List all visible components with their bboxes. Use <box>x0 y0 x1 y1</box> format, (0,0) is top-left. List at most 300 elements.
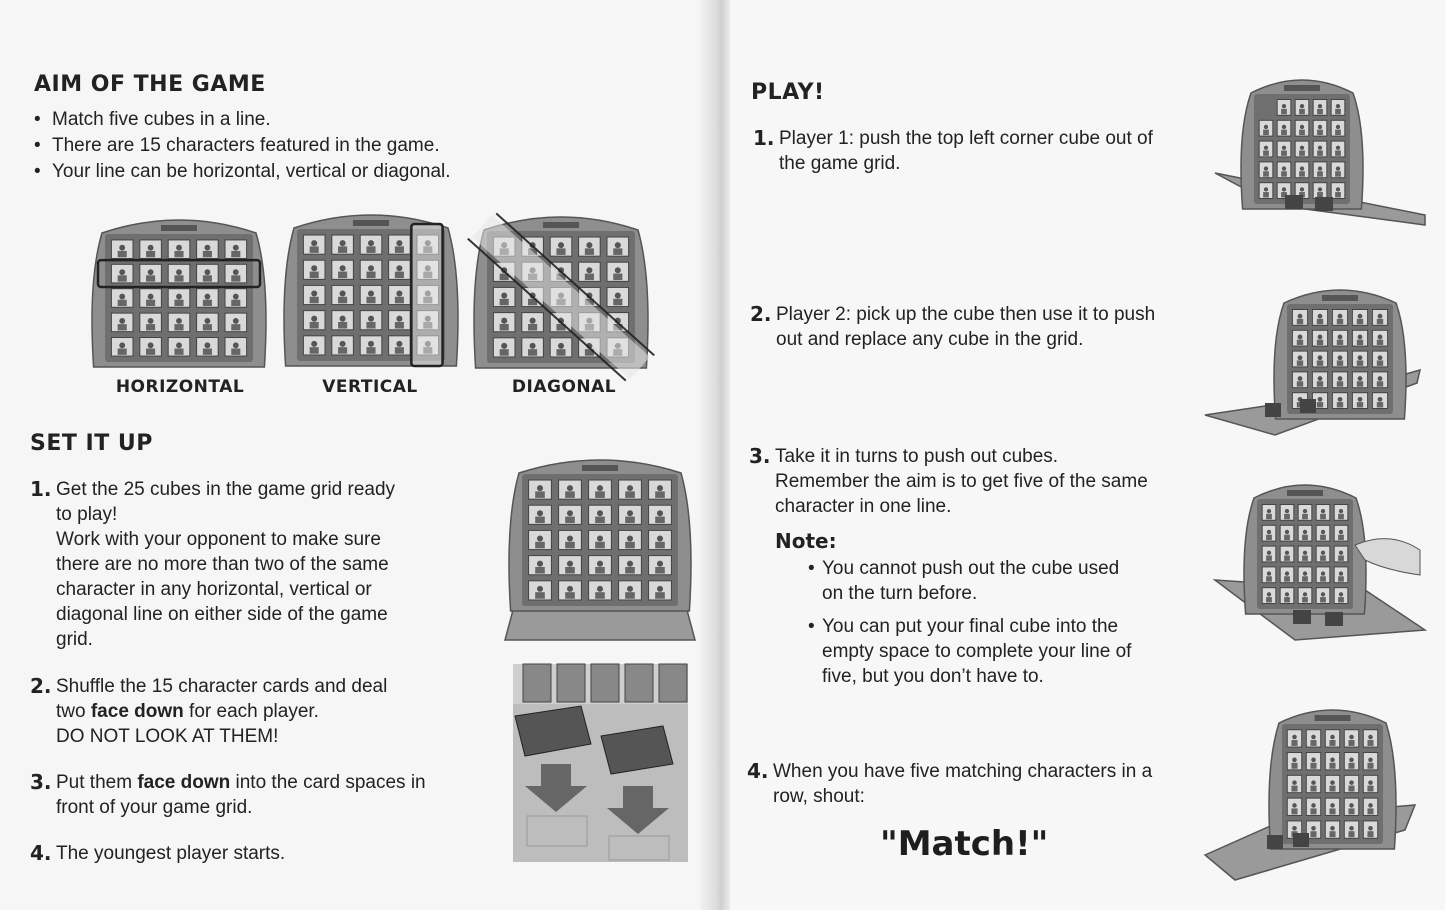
card-slot-card <box>1325 612 1343 626</box>
diagonal-board-illustration <box>470 202 652 374</box>
cube-portrait-body <box>1338 576 1344 581</box>
cube-portrait-body <box>1302 535 1308 540</box>
cube-portrait-body <box>1291 808 1297 814</box>
cube-portrait-body <box>1357 381 1363 386</box>
cube-portrait <box>233 342 239 348</box>
cube-portrait-body <box>1348 786 1354 792</box>
cube-portrait-body <box>1320 514 1326 519</box>
cube-portrait <box>1330 735 1335 740</box>
cube-portrait-body <box>203 324 212 330</box>
cube-portrait <box>1282 146 1286 150</box>
board-slot <box>543 222 579 228</box>
cube-portrait <box>1300 187 1304 191</box>
aim-bullet: • There are 15 characters featured in the game. <box>34 133 451 159</box>
cube-portrait <box>176 342 182 348</box>
vertical-board-illustration <box>280 200 462 372</box>
cube-portrait-body <box>595 517 605 524</box>
cube-portrait-body <box>655 491 665 498</box>
board-slot <box>1322 295 1358 301</box>
cube-portrait-body <box>174 324 183 330</box>
cube-portrait <box>1303 571 1307 575</box>
cube-portrait <box>1378 397 1383 402</box>
play-step <box>753 126 1203 176</box>
setup-board-illustration <box>505 445 695 645</box>
cube-portrait <box>119 342 125 348</box>
cube-portrait-body <box>366 322 375 329</box>
cube-portrait-body <box>203 251 212 257</box>
cube-portrait-body <box>1367 808 1373 814</box>
text-line: character in one line. <box>775 496 952 517</box>
cube-portrait-body <box>310 297 319 304</box>
cube-portrait-body <box>1335 192 1341 197</box>
cube-portrait <box>597 586 603 592</box>
step-number: 4. <box>30 841 52 865</box>
highlight-column <box>411 224 442 366</box>
cube-portrait <box>1338 335 1343 340</box>
cube-portrait-body <box>366 272 375 279</box>
step-number: 2. <box>30 674 52 698</box>
cube-portrait <box>368 290 374 296</box>
cube-portrait-body <box>1317 171 1323 176</box>
cube-portrait <box>1349 803 1354 808</box>
cube-portrait <box>1300 146 1304 150</box>
cube-portrait-body <box>595 567 605 574</box>
cube-portrait <box>1338 376 1343 381</box>
cube-portrait <box>1300 125 1304 129</box>
cube-portrait <box>204 318 210 324</box>
cube-portrait <box>1267 592 1271 596</box>
cube-portrait <box>340 341 346 347</box>
cube-portrait <box>501 292 507 298</box>
cube-portrait <box>368 341 374 347</box>
cube-portrait-body <box>1266 555 1272 560</box>
cube-portrait-body <box>1291 740 1297 746</box>
cube-portrait <box>627 586 633 592</box>
cube-portrait <box>530 343 536 349</box>
text-line: Work with your opponent to make sure <box>56 529 381 550</box>
cube-portrait <box>1285 551 1289 555</box>
cube-portrait <box>1285 592 1289 596</box>
cube-portrait-body <box>1320 555 1326 560</box>
cube-portrait <box>1303 509 1307 513</box>
cube-portrait <box>567 510 573 516</box>
cube-portrait <box>1292 758 1297 763</box>
photo-cube <box>625 664 653 702</box>
cube-portrait <box>1349 735 1354 740</box>
cube-portrait <box>1292 826 1297 831</box>
horizontal-board-illustration <box>88 205 270 373</box>
cube-portrait-body <box>625 517 635 524</box>
cube-portrait-body <box>1266 597 1272 602</box>
card-slot-card <box>1285 195 1303 209</box>
cube-portrait <box>627 510 633 516</box>
cube-portrait-body <box>535 542 545 549</box>
cube-portrait <box>1368 758 1373 763</box>
photo-cube <box>659 664 687 702</box>
cube-portrait <box>204 294 210 300</box>
cube-portrait <box>396 316 402 322</box>
board-label-horizontal: HORIZONTAL <box>115 377 245 397</box>
text-line: five, but you don’t have to. <box>822 666 1044 687</box>
cube-portrait-body <box>231 251 240 257</box>
cube-portrait <box>1339 551 1343 555</box>
text-line: DO NOT LOOK AT THEM! <box>56 726 279 747</box>
text-line: empty space to complete your line of <box>822 641 1132 662</box>
step-text <box>56 770 470 820</box>
play-heading: PLAY! <box>751 80 825 105</box>
cube-portrait <box>204 269 210 275</box>
cube-portrait <box>396 265 402 271</box>
cube-portrait-body <box>1297 360 1303 365</box>
cube-portrait <box>311 265 317 271</box>
play-step-2-illustration <box>1205 275 1420 445</box>
cube-portrait <box>657 485 663 491</box>
cube-portrait <box>586 267 592 273</box>
cube-portrait <box>1321 551 1325 555</box>
cube-portrait-body <box>1266 514 1272 519</box>
cube-portrait-body <box>1329 740 1335 746</box>
cube-portrait <box>396 290 402 296</box>
cube-portrait-body <box>338 272 347 279</box>
cube-portrait <box>567 586 573 592</box>
cube-portrait-body <box>1367 831 1373 837</box>
cube-portrait <box>311 341 317 347</box>
setup-step <box>30 477 470 652</box>
step-number: 3. <box>749 444 771 468</box>
cube-portrait-body <box>1348 740 1354 746</box>
cube-portrait-body <box>1297 381 1303 386</box>
cube-portrait <box>1300 104 1304 108</box>
cube-portrait <box>1264 125 1268 129</box>
cube-portrait-body <box>174 349 183 355</box>
cube-portrait <box>615 242 621 248</box>
cube-portrait-body <box>655 592 665 599</box>
cube-portrait <box>1330 826 1335 831</box>
cube-portrait-body <box>1367 763 1373 769</box>
cube-portrait <box>567 535 573 541</box>
play-step <box>749 444 1199 519</box>
cube-portrait-body <box>146 251 155 257</box>
cube-portrait <box>657 510 663 516</box>
cube-portrait-body <box>1338 514 1344 519</box>
cube-portrait <box>615 292 621 298</box>
cube-portrait-body <box>310 347 319 354</box>
text-line: diagonal line on either side of the game <box>56 604 388 625</box>
cube-portrait <box>1336 104 1340 108</box>
setup-step <box>30 674 470 749</box>
note-list <box>808 556 1168 697</box>
cube-portrait <box>119 269 125 275</box>
cube-portrait <box>1358 335 1363 340</box>
text-line: character in any horizontal, vertical or <box>56 579 372 600</box>
cube-portrait-body <box>585 274 594 281</box>
cube-portrait <box>1264 187 1268 191</box>
cube-portrait-body <box>146 324 155 330</box>
cube-portrait-body <box>1297 340 1303 345</box>
cube-portrait <box>1330 780 1335 785</box>
play-step-1-illustration <box>1215 65 1425 230</box>
cube-portrait <box>1330 758 1335 763</box>
cube-portrait <box>1285 509 1289 513</box>
text-line: Remember the aim is to get five of the same <box>775 471 1148 492</box>
cube-portrait <box>1336 146 1340 150</box>
text-line: Player 2: pick up the cube then use it to push <box>776 304 1156 325</box>
cube-portrait-body <box>1348 763 1354 769</box>
cube-portrait-body <box>118 251 127 257</box>
cube-portrait <box>657 535 663 541</box>
cube-portrait-body <box>655 567 665 574</box>
step-text <box>773 759 1197 809</box>
cube-portrait <box>1267 571 1271 575</box>
cube-portrait-body <box>1329 808 1335 814</box>
cube-portrait <box>1368 780 1373 785</box>
cube-portrait <box>368 265 374 271</box>
cube-portrait-body <box>1310 831 1316 837</box>
board-base <box>505 610 695 640</box>
cube-portrait-body <box>231 275 240 281</box>
cube-portrait-body <box>174 300 183 306</box>
cube-portrait-body <box>174 275 183 281</box>
cube-portrait-body <box>1317 130 1323 135</box>
cube-portrait-body <box>1299 109 1305 114</box>
cube-portrait-body <box>556 349 565 356</box>
cube-portrait <box>204 342 210 348</box>
cube-portrait <box>501 343 507 349</box>
cube-portrait-body <box>1310 763 1316 769</box>
step-number: 2. <box>750 302 772 326</box>
text-line: to play! <box>56 504 118 525</box>
cube-portrait-body <box>1337 360 1343 365</box>
cube-portrait-body <box>655 542 665 549</box>
cube-portrait-body <box>585 248 594 255</box>
text-line: • You cannot push out the cube used <box>822 558 1120 579</box>
cube-portrait-body <box>1284 555 1290 560</box>
step-number: 3. <box>30 770 52 794</box>
cube-portrait-body <box>1317 319 1323 324</box>
cube-portrait-body <box>1317 192 1323 197</box>
cube-portrait <box>1267 551 1271 555</box>
cube-portrait-body <box>1338 535 1344 540</box>
cube-portrait-body <box>500 299 509 306</box>
cube-portrait-body <box>595 592 605 599</box>
cube-portrait-body <box>1263 171 1269 176</box>
cube-portrait-body <box>1357 319 1363 324</box>
cube-portrait-body <box>1357 340 1363 345</box>
cube-portrait-body <box>625 542 635 549</box>
play-step-4-illustration <box>1205 695 1415 880</box>
cube-portrait <box>311 240 317 246</box>
cube-portrait <box>1311 826 1316 831</box>
cube-portrait-body <box>1338 597 1344 602</box>
cube-portrait-body <box>625 592 635 599</box>
cube-portrait-body <box>338 347 347 354</box>
cube-portrait-body <box>1329 763 1335 769</box>
cube-portrait <box>657 561 663 567</box>
cube-portrait <box>627 561 633 567</box>
board-label-diagonal: DIAGONAL <box>511 377 617 397</box>
cube-portrait <box>1282 166 1286 170</box>
text-line: Get the 25 cubes in the game grid ready <box>56 479 396 500</box>
cube-portrait <box>1358 355 1363 360</box>
cube-portrait-body <box>146 300 155 306</box>
cube-portrait-body <box>535 517 545 524</box>
cube-portrait-body <box>1317 340 1323 345</box>
cube-portrait <box>119 318 125 324</box>
cube-portrait <box>1318 355 1323 360</box>
play-step <box>747 759 1197 809</box>
cube-portrait-body <box>565 567 575 574</box>
play-step <box>750 302 1200 352</box>
cube-portrait-body <box>338 246 347 253</box>
cube-portrait <box>597 535 603 541</box>
cube-portrait <box>1318 376 1323 381</box>
cube-portrait-body <box>146 349 155 355</box>
cube-portrait <box>597 485 603 491</box>
cube-portrait-body <box>338 322 347 329</box>
step-text <box>56 477 470 652</box>
cube-portrait-body <box>231 324 240 330</box>
cube-portrait <box>627 535 633 541</box>
cube-portrait <box>1311 758 1316 763</box>
cube-portrait <box>1292 780 1297 785</box>
cube-portrait-body <box>1281 171 1287 176</box>
board-slot <box>582 465 618 471</box>
cube-portrait-body <box>118 324 127 330</box>
cube-portrait <box>1378 355 1383 360</box>
cube-portrait-body <box>535 567 545 574</box>
cube-portrait <box>1378 376 1383 381</box>
cube-portrait <box>233 245 239 251</box>
cube-portrait <box>1318 187 1322 191</box>
cube-portrait <box>567 561 573 567</box>
cube-portrait <box>1338 397 1343 402</box>
cube-portrait-body <box>528 324 537 331</box>
cube-portrait-body <box>1299 130 1305 135</box>
cube-portrait <box>1285 530 1289 534</box>
cube-portrait <box>1339 530 1343 534</box>
cube-portrait-body <box>1320 576 1326 581</box>
cube-portrait <box>1321 592 1325 596</box>
cube-portrait-body <box>1335 109 1341 114</box>
cube-portrait <box>537 586 543 592</box>
cube-portrait <box>1368 826 1373 831</box>
step-number: 1. <box>30 477 52 501</box>
text-line: the game grid. <box>779 153 901 174</box>
cube-portrait <box>537 485 543 491</box>
step-text <box>775 444 1199 519</box>
cube-portrait <box>1368 735 1373 740</box>
cube-portrait-body <box>1337 402 1343 407</box>
cube-portrait-body <box>1302 555 1308 560</box>
cube-portrait-body <box>500 349 509 356</box>
cube-portrait-body <box>1284 535 1290 540</box>
cube-portrait <box>1358 397 1363 402</box>
cube-portrait <box>537 535 543 541</box>
cube-portrait <box>1339 509 1343 513</box>
step-number: 1. <box>753 126 775 150</box>
text-line: grid. <box>56 629 93 650</box>
cube-portrait-body <box>1284 576 1290 581</box>
text-line: • You can put your final cube into the <box>822 616 1119 637</box>
cube-portrait <box>1339 592 1343 596</box>
cube-portrait <box>119 245 125 251</box>
cube-portrait <box>148 318 154 324</box>
text-line: on the turn before. <box>822 583 978 604</box>
cube-portrait-body <box>395 322 404 329</box>
cube-portrait <box>1321 509 1325 513</box>
cube-portrait-body <box>231 349 240 355</box>
cube-portrait <box>1267 530 1271 534</box>
cube-portrait-body <box>1335 150 1341 155</box>
step-number: 4. <box>747 759 769 783</box>
step-text <box>56 674 470 749</box>
cube-portrait-body <box>1329 831 1335 837</box>
step-text <box>56 841 470 866</box>
cube-portrait-body <box>1317 381 1323 386</box>
cube-portrait-body <box>565 491 575 498</box>
text-line: row, shout: <box>773 786 865 807</box>
card-slot-card <box>1293 833 1309 847</box>
cube-portrait-body <box>1317 360 1323 365</box>
play-step-3-illustration <box>1215 470 1425 645</box>
cube-portrait <box>233 269 239 275</box>
cube-portrait <box>615 267 621 273</box>
cube-portrait-body <box>1281 109 1287 114</box>
text-line: Shuffle the 15 character cards and deal <box>56 676 388 697</box>
match-shout: "Match!" <box>880 824 1049 864</box>
cube-portrait-body <box>395 347 404 354</box>
cube-portrait <box>537 561 543 567</box>
cube-portrait <box>148 294 154 300</box>
cube-portrait-body <box>1335 130 1341 135</box>
cube-portrait <box>1318 104 1322 108</box>
cube-portrait <box>1282 104 1286 108</box>
cube-portrait-body <box>1377 402 1383 407</box>
board-group <box>1244 485 1366 614</box>
cube-portrait <box>1300 166 1304 170</box>
cube-portrait <box>1311 803 1316 808</box>
cube-portrait-body <box>1377 381 1383 386</box>
cube-portrait-body <box>535 491 545 498</box>
cube-portrait <box>148 245 154 251</box>
board-slot <box>353 220 389 226</box>
cube-portrait <box>340 240 346 246</box>
cube-portrait-body <box>1302 514 1308 519</box>
cube-portrait-body <box>1266 576 1272 581</box>
cube-portrait <box>1292 803 1297 808</box>
cube-portrait-body <box>366 347 375 354</box>
cube-portrait-body <box>366 297 375 304</box>
cube-portrait <box>1318 335 1323 340</box>
aim-heading: AIM OF THE GAME <box>34 72 266 97</box>
cube-portrait-body <box>1367 740 1373 746</box>
cube-portrait <box>311 290 317 296</box>
cube-portrait <box>1264 146 1268 150</box>
cube-portrait <box>1298 314 1303 319</box>
cube-portrait <box>627 485 633 491</box>
cube-portrait <box>368 316 374 322</box>
cube-portrait-body <box>613 299 622 306</box>
card-slot-card <box>1267 835 1283 849</box>
cube-portrait-body <box>1335 171 1341 176</box>
cube-portrait <box>1318 397 1323 402</box>
text-line: Player 1: push the top left corner cube out of <box>779 128 1153 149</box>
cube-portrait <box>1321 530 1325 534</box>
cube-portrait <box>597 561 603 567</box>
note-item <box>808 614 1168 689</box>
cube-portrait <box>340 290 346 296</box>
cube-portrait <box>1303 551 1307 555</box>
